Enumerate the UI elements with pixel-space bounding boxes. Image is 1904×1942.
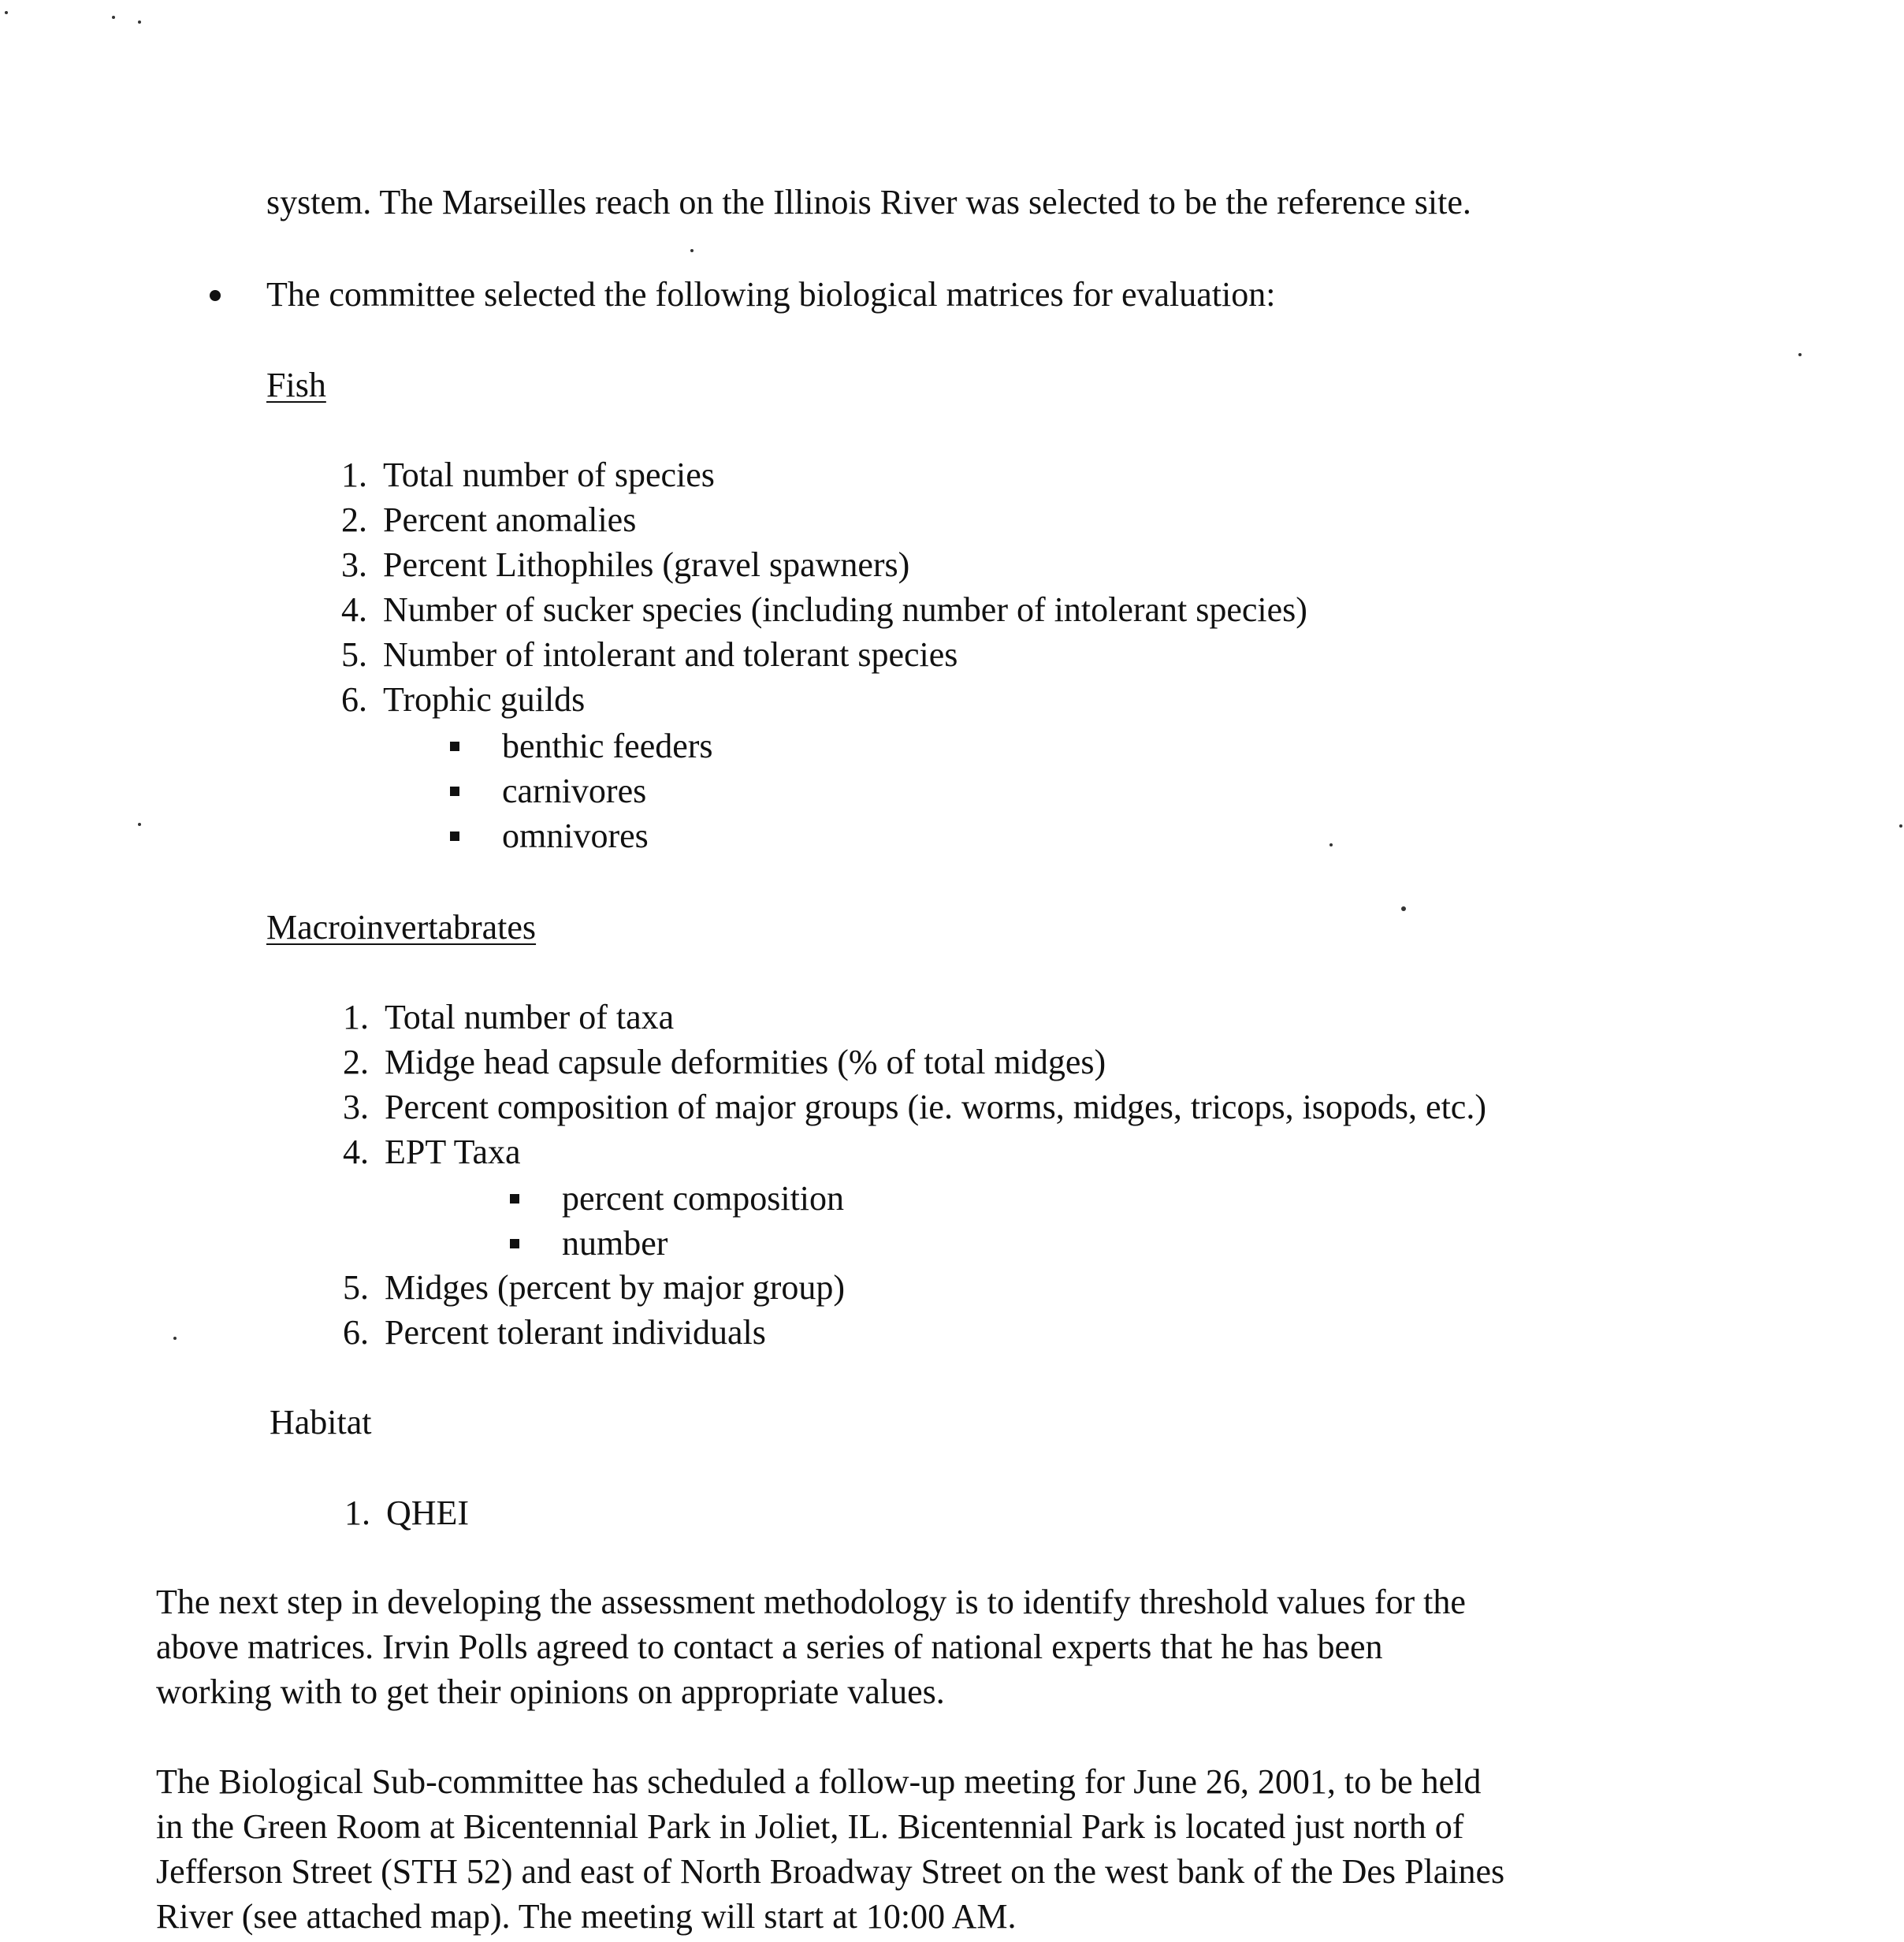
square-bullet-icon [510,1194,519,1204]
square-bullet-icon [510,1239,519,1248]
bullet-text: The committee selected the following biological matrices for evaluation: [266,275,1276,314]
item-text: EPT Taxa [385,1133,521,1171]
item-text: Percent composition of major groups (ie. worms, midges, tricops, isopods, etc.) [385,1088,1486,1126]
item-number: 3. [341,545,367,584]
item-text: omnivores [502,817,649,855]
list-item [306,587,1307,632]
sub-list-item [450,813,713,858]
list-item [307,1265,845,1310]
sub-list-item [510,1221,844,1266]
macro-list [307,995,1486,1174]
item-text: Number of sucker species (including number of intolerant species) [383,590,1307,629]
paragraph-line: Jefferson Street (STH 52) and east of North Broadway Street on the west bank of the Des Plaines [156,1852,1505,1891]
item-text: Percent anomalies [383,500,637,539]
item-number: 5. [343,1268,369,1307]
list-item [306,497,1307,542]
item-text: QHEI [386,1494,470,1532]
item-number: 4. [341,590,367,629]
sub-list-item [450,768,713,813]
item-number: 1. [344,1494,370,1532]
fish-list [306,452,1307,722]
macro-sublist [510,1176,844,1266]
item-text: Total number of species [383,456,715,494]
scan-speck [1899,824,1902,828]
item-number: 3. [343,1088,369,1126]
square-bullet-icon [450,742,459,751]
paragraph-line: River (see attached map). The meeting will start at 10:00 AM. [156,1897,1017,1936]
scan-speck [690,249,694,252]
scan-speck [1798,353,1802,356]
scan-speck [138,20,141,24]
item-text: Midges (percent by major group) [385,1268,846,1307]
item-text: Percent tolerant individuals [385,1313,766,1352]
fish-heading: Fish [266,366,326,404]
list-item [306,542,1307,587]
scan-speck [112,16,115,19]
item-number: 4. [343,1133,369,1171]
paragraph-line: The next step in developing the assessment methodology is to identify threshold values for the [156,1583,1466,1621]
sub-list-item [510,1176,844,1221]
fish-sublist [450,724,713,858]
item-text: carnivores [502,772,647,810]
item-number: 6. [343,1313,369,1352]
item-text: Midge head capsule deformities (% of total midges) [385,1043,1106,1081]
scan-speck [5,11,8,14]
item-number: 1. [343,998,369,1036]
paragraph-threshold-values [156,1579,1466,1714]
item-number: 2. [343,1043,369,1081]
paragraph-follow-up-meeting [156,1759,1504,1939]
square-bullet-icon [450,787,459,796]
item-number: 2. [341,500,367,539]
list-item [309,1490,469,1535]
habitat-list [309,1490,469,1535]
scan-speck [1401,906,1406,911]
bullet-dot [210,290,221,301]
list-item [307,1310,845,1355]
item-number: 6. [341,680,367,719]
list-item [306,677,1307,722]
list-item [307,995,1486,1040]
macro-heading: Macroinvertabrates [266,908,537,947]
item-text: Percent Lithophiles (gravel spawners) [383,545,910,584]
list-item [307,1129,1486,1174]
scan-speck [173,1337,177,1340]
intro-line: system. The Marseilles reach on the Illinois River was selected to be the reference site. [266,183,1471,221]
item-text: percent composition [562,1179,845,1218]
item-number: 1. [341,456,367,494]
list-item [306,632,1307,677]
item-text: Trophic guilds [383,680,586,719]
scan-speck [138,823,141,826]
scan-speck [1329,843,1333,846]
paragraph-line: in the Green Room at Bicentennial Park in Joliet, IL. Bicentennial Park is located just north of [156,1807,1464,1846]
item-text: number [562,1224,668,1263]
item-text: benthic feeders [502,727,713,765]
paragraph-line: above matrices. Irvin Polls agreed to contact a series of national experts that he has been [156,1628,1383,1666]
square-bullet-icon [450,831,459,841]
list-item [306,452,1307,497]
paragraph-line: working with to get their opinions on appropriate values. [156,1672,945,1711]
macro-list-continued [307,1265,845,1355]
item-number: 5. [341,635,367,674]
item-text: Total number of taxa [385,998,675,1036]
list-item [307,1084,1486,1129]
sub-list-item [450,724,713,768]
item-text: Number of intolerant and tolerant species [383,635,958,674]
habitat-heading: Habitat [270,1403,372,1442]
list-item [307,1040,1486,1084]
paragraph-line: The Biological Sub-committee has scheduled a follow-up meeting for June 26, 2001, to be held [156,1762,1482,1801]
